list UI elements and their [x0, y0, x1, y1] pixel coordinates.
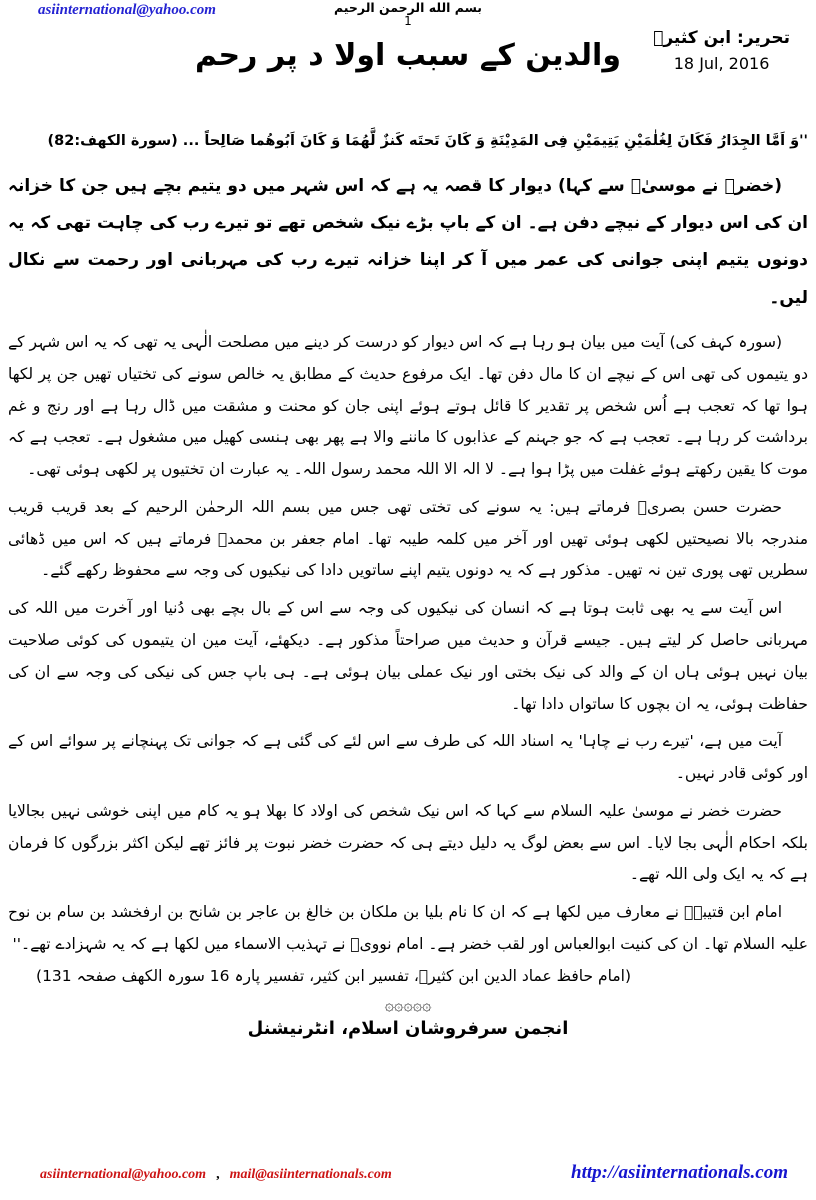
urdu-paragraph: آیت میں ہے، 'تیرے رب نے چاہا' یہ اسناد اللہ کی طرف سے اس لئے کی گئی ہے کہ جوانی تک پہنچانے پر سوائے اس کے اور کوئی قادر نہیں۔	[8, 732, 808, 783]
bismillah-text: بسم الله الرحمن الرحيم	[334, 0, 482, 15]
organization-name: انجمن سرفروشان اسلام، انٹرنیشنل	[247, 1017, 569, 1039]
urdu-paragraph-translation: (خضرؑ نے موسیٰؑ سے کہا) دیوار کا قصہ یہ ہے کہ اس شہر میں دو یتیم بچے ہیں جن کا خزانہ ان کی اس دیوار کے نیچے دفن ہے۔ ان کے باپ بڑے نیک شخص تھے تو تیرے رب کی چاہت تھی کہ یہ دونوں یتیم اپنی جوانی کی عمر میں آ کر اپنا خزانہ تیرے رب کی مہربانی اور رحمت سے نکال لیں۔	[8, 175, 808, 308]
email-link-top[interactable]: asiinternational@yahoo.com	[38, 2, 216, 18]
page-number: 1	[404, 14, 412, 29]
urdu-paragraph: (سورہ کہف کی) آیت میں بیان ہو رہا ہے کہ اس دیوار کو درست کر دینے میں مصلحت الٰہی یہ تھی کہ یہ اس شہر کے دو یتیموں کی تھی اس کے نیچے ان کا مال دفن تھا۔ ایک مرفوع حدیث کے مطابق یہ خالص سونے کی تختیاں تھیں جن پر لکھا ہوا تھا کہ تعجب ہے اُس شخص پر تقدیر کا قائل ہوتے ہوئے اپنی جان کو محنت و مشقت میں ڈال رہا ہے اور رنج و غم برداشت کر رہا ہے۔ تعجب ہے کہ جو جہنم کے عذابوں کا ماننے والا ہے پھر بھی ہنسی کھیل میں مشغول ہے۔ تعجب ہے کہ موت کا یقین رکھتے ہوئے غفلت میں پڑا ہوا ہے۔ لا الہ الا اللہ محمد رسول اللہ۔ یہ عبارت ان تختیوں پر لکھی ہوئی تھی۔	[8, 333, 808, 479]
citation-line: (امام حافظ عماد الدین ابن کثیرؒ، تفسیر ابن کثیر، تفسیر پارہ 16 سورہ الکھف صفحہ 131)	[36, 966, 631, 985]
document-title: والدین کے سبب اولا د پر رحم	[195, 38, 621, 73]
document-date: 18 Jul, 2016	[673, 53, 770, 73]
urdu-paragraph: اس آیت سے یہ بھی ثابت ہوتا ہے کہ انسان کی نیکیوں کی وجہ سے اس کے بال بچے بھی دُنیا اور آخرت میں اللہ کی مہربانی حاصل کر لیتے ہیں۔ جیسے قرآن و حدیث میں صراحتاً مذکور ہے۔ دیکھئے، آیت مین ان یتیموں کی کوئی صلاحیت بیان نہیں ہوئی ہاں ان کے والد کی نیک بختی اور نیک عملی بیان ہوئی ہے۔ ہی باپ جس کی نیکی کی وجہ سے ان کی حفاظت ہوئی، یہ ان بچوں کا ساتواں دادا تھا۔	[8, 599, 808, 713]
bismillah-block	[0, 1, 816, 29]
document-body	[8, 128, 808, 1039]
contact-row	[40, 1162, 788, 1184]
email-link-bottom-2[interactable]: mail@asiinternationals.com	[229, 1167, 392, 1182]
urdu-paragraph: حضرت حسن بصریؒ فرماتے ہیں: یہ سونے کی تختی تھی جس میں بسم اللہ الرحمٰن الرحیم کے بعد قریب قریب مندرجہ بالا نصیحتیں لکھی ہوئی تھیں اور آخر میں کلمہ طیبہ تھا۔ امام جعفر بن محمدؒ فرماتے ہیں کہ اس میں ڈھائی سطریں تھی پوری تین نہ تھیں۔ مذکور ہے کہ یہ دونوں یتیم اپنے ساتویں دادا کی نیکیوں کی وجہ سے محفوظ رکھے گئے۔	[8, 497, 808, 580]
author-byline: تحریر: ابن کثیرؒ	[653, 28, 790, 48]
urdu-paragraph: امام ابن قتیبہؒ نے معارف میں لکھا ہے کہ ان کا نام بلیا بن ملکان بن خالغ بن عاجر بن شانح بن ارفخشد بن سام بن نوح علیہ السلام تھا۔ ان کی کنیت ابوالعباس اور لقب خضر ہے۔ امام نوویؒ نے تہذیب الاسماء میں لکھا ہے کہ یہ شہزادے تھے۔''	[8, 903, 808, 953]
contact-emails	[40, 1167, 392, 1183]
ornament-divider: ۞۞۞۞۞	[384, 994, 432, 1014]
email-link-bottom-1[interactable]: asiinternational@yahoo.com	[40, 1167, 207, 1182]
contact-separator: ,	[216, 1167, 220, 1182]
urdu-paragraph: حضرت خضر نے موسیٰ علیہ السلام سے کہا کہ اس نیک شخص کی اولاد کا بھلا ہو یہ کام میں اپنی خوشی نہیں بجالایا بلکہ احکام الٰہی بجا لایا۔ اس سے بعض لوگ یہ دلیل دیتے ہی کہ حضرت خضر نبوت پر فائز تھے لیکن اکثر بزرگوں کا فرمان ہے کہ یہ ایک ولی اللہ تھے۔	[8, 801, 808, 884]
quran-verse: ''وَ اَمَّا الجِدَارُ فَكَانَ لِغُلٰمَيْنِ يَتِيمَيْنِ فِى المَدِيْنَةِ وَ كَانَ تَحتَه كَنزٌ لَّهُمَا وَ كَانَ اَبُوهُما صَالِحاً ... (سورة الكهف:82)	[47, 133, 808, 149]
website-link[interactable]: http://asiinternationals.com	[571, 1162, 788, 1183]
